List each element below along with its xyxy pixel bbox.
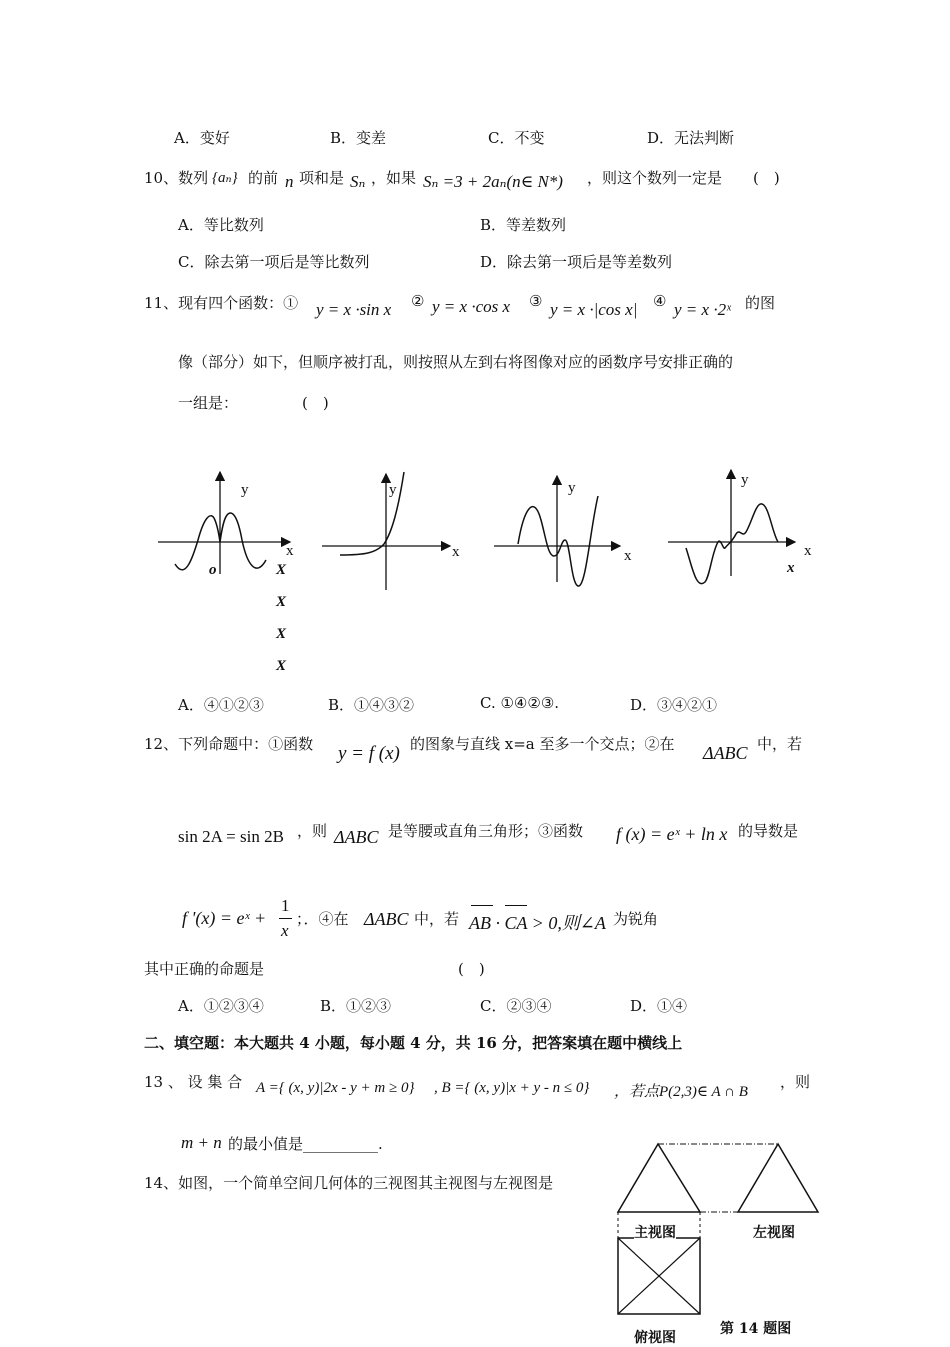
q14-caption: 第 14 题图 [720,1321,792,1337]
q12-fraction-bar [279,918,292,919]
q12-l2c: 是等腰或直角三角形；③函数 [388,822,584,840]
q12-l2f: f (x) = eˣ + ln x [616,824,728,844]
q11-graphs [140,460,840,680]
graph-1-y-label: y [241,482,249,498]
q11-f4: y = x ·2ˣ [674,300,731,319]
q12-option-d: D．①④ [630,997,688,1015]
q11-option-d: D．③④②① [630,696,718,714]
q13-prefix: 13 、 设 集 合 [144,1073,243,1091]
q12-l1f: y = f (x) [338,743,400,764]
q12-vector-arrow-ab [471,905,493,906]
q10-option-c: C．除去第一项后是等比数列 [178,253,370,271]
q11-f3: y = x ·|cos x| [550,300,638,319]
q11-option-b: B．①④③② [328,696,415,714]
q12-l2t: ΔABC [334,827,379,847]
q12-paren: ( ) [458,960,485,978]
q11-suffix: 的图 [745,294,776,312]
q11-prefix: 11、现有四个函数：① [144,294,299,312]
q14-front-view [618,1144,700,1212]
stray-x-2: X [276,594,287,610]
graph-3-x-label: x [624,548,632,564]
q9-option-c: C．不变 [488,129,545,147]
q11-f2: y = x ·cos x [432,297,511,316]
graph-4-x-label: x [804,543,812,559]
q12-l3c: 中，若 [414,910,460,928]
q14-text: 14、如图，一个简单空间几何体的三视图其主视图与左视图是 [144,1174,554,1192]
q12-l2b: ，则 [297,822,328,840]
graph-1-origin-label: o [209,562,217,578]
q10-paren: ( ) [753,169,780,187]
stray-x-4: X [276,658,287,674]
q12-l1b: 的图象与直线 x=a 至多一个交点；②在 [410,735,675,753]
q10-seq: {aₙ} [212,170,238,186]
q11-line2: 像（部分）如下，但顺序被打乱，则按照从左到右将图像对应的函数序号安排正确的 [178,353,734,371]
q10-prefix: 10、数列 [144,169,209,187]
q12-l3num: 1 [281,896,290,915]
q12-option-a: A．①②③④ [178,997,264,1015]
q10-option-b: B．等差数列 [480,216,567,234]
q12-l2a: sin 2A = sin 2B [178,827,284,846]
q11-option-c: C. ①④②③. [480,694,560,712]
q14-side-label: 左视图 [753,1225,795,1241]
q12-l1c: 中，若 [757,735,803,753]
q14-side-view [738,1144,818,1212]
q12-l3b: ；．④在 [296,910,349,928]
q12-l3t: ΔABC [364,909,409,929]
graph-1-x-label: x [286,543,294,559]
q11-mark4: ④ [653,292,667,310]
graph-4-x-italic: x [787,560,795,576]
q12-l3den: x [281,921,289,940]
q13-setB: , B ={ (x, y)|x + y - n ≤ 0} [434,1080,590,1096]
q9-option-b: B．变差 [330,129,387,147]
q12-l1a: 12、下列命题中：①函数 [144,735,314,753]
graph-4 [668,470,812,584]
q12-option-b: B．①②③ [320,997,392,1015]
graph-2-y-label: y [389,482,397,498]
graph-1 [158,472,294,674]
q10-option-a: A．等比数列 [178,216,264,234]
q10-mid4: ，则这个数列一定是 [587,169,723,187]
q12-l3d: 为锐角 [613,910,659,928]
q12-l1t: ΔABC [703,743,748,763]
q12-l3v: AB · CA > 0,则∠A [469,913,606,933]
q10-mid2: 项和是 [299,169,345,187]
graph-2-x-label: x [452,544,460,560]
graph-4-y-label: y [741,472,749,488]
q11-mark3: ③ [529,292,543,310]
q11-option-a: A．④①②③ [178,696,264,714]
q12-vector-arrow-ca [505,905,527,906]
stray-x-3: X [276,626,287,642]
q10-option-d: D．除去第一项后是等差数列 [480,253,673,271]
stray-x-1: X [276,562,287,578]
q12-l2d: 的导数是 [738,822,799,840]
q12-option-c: C．②③④ [480,997,552,1015]
q10-mid1: 的前 [248,169,279,187]
q14-front-label: 主视图 [634,1222,676,1242]
q13-l2b: 的最小值是__________. [228,1135,383,1153]
q13-l2m: m + n [181,1133,222,1152]
graph-3 [494,476,632,586]
q10-mid3: ，如果 [371,169,417,187]
graph-3-y-label: y [568,480,576,496]
q13-cond: ，若点P(2,3)∈ A ∩ B [614,1084,748,1100]
q12-l3f: f '(x) = eˣ + [182,908,267,928]
graph-2 [322,472,460,590]
q10-cond: Sₙ =3 + 2aₙ(n∈ N*) [423,172,563,191]
q13-suffix: ，则 [780,1073,811,1091]
section-2-heading: 二、填空题：本大题共 4 小题，每小题 4 分，共 16 分，把答案填在题中横线上 [144,1034,683,1052]
q12-l4: 其中正确的命题是 [144,960,265,978]
q11-f1: y = x ·sin x [316,300,392,319]
q14-top-label: 俯视图 [634,1330,676,1346]
q10-n: n [285,172,294,191]
q11-line3: 一组是： [178,394,239,412]
q9-option-d: D．无法判断 [647,129,735,147]
q11-paren: ( ) [302,394,329,412]
q9-option-a: A．变好 [174,129,230,147]
q13-setA: A ={ (x, y)|2x - y + m ≥ 0} [256,1080,415,1096]
q10-sn: Sₙ [350,172,366,191]
q11-mark2: ② [411,292,425,310]
